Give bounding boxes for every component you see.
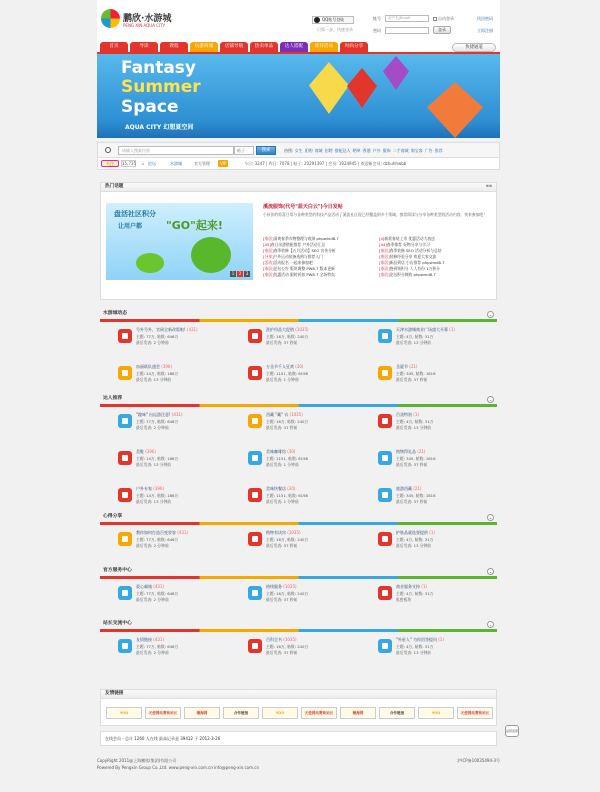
hot-topics-header <box>101 183 496 192</box>
topic-title: 论坛积分换购 phpwind8.7 <box>389 272 436 277</box>
topic-tag: [分享] <box>263 254 274 259</box>
forum-last-post: 最后发表: 13 分钟前 <box>396 340 432 345</box>
kite-shape <box>383 56 409 90</box>
main-nav <box>97 42 500 54</box>
forum-item[interactable] <box>118 637 243 665</box>
topic-tag: [45] <box>263 242 271 247</box>
hot-search-link[interactable]: 推荐 <box>434 148 443 153</box>
friend-link-logo[interactable]: 天使网站赞助站长 <box>301 707 337 719</box>
topic-title: 春季装修 SEO 活动分析与总结 <box>389 248 442 253</box>
topic-tag: [家居] <box>263 266 274 271</box>
forum-icon[interactable] <box>378 532 392 546</box>
forum-item[interactable] <box>248 530 373 558</box>
mascot-image <box>191 237 231 273</box>
forum-name[interactable]: 户外专家 (396) <box>136 486 165 491</box>
friend-link-logo[interactable]: 天使网站赞助站长 <box>145 707 181 719</box>
hot-search-link[interactable]: 服饰 <box>382 148 391 153</box>
hot-search-link[interactable]: 商城 <box>314 148 323 153</box>
hot-search <box>284 148 445 154</box>
forum-name[interactable]: 热线服务 (1035) <box>266 584 297 589</box>
forum-stats: 主题: 4万, 帖数: 31万 <box>396 419 434 424</box>
kite-shape <box>309 62 349 114</box>
section-header <box>100 395 497 403</box>
home-icon[interactable]: ⌂ <box>142 161 145 166</box>
topic-tag: [家居] <box>379 248 390 253</box>
forum-stats: 主题: 77万, 帖数: 646万 <box>136 591 179 596</box>
forum-stats: 主题: 14万, 帖数: 186万 <box>136 493 179 498</box>
forum-name[interactable]: 购物得礼品 (21) <box>396 449 426 454</box>
forum-name[interactable]: 洗护用品大促销 (1035) <box>266 327 309 332</box>
forum-icon[interactable] <box>378 329 392 343</box>
forum-name[interactable]: 商业服务支持 (1) <box>396 584 427 589</box>
forum-stats: 主题: 77万, 帖数: 646万 <box>136 419 179 424</box>
forum-stats: 主题: 77万, 帖数: 646万 <box>136 644 179 649</box>
banner[interactable] <box>97 54 500 138</box>
register-link[interactable]: 立即注册 <box>477 28 493 33</box>
forum-stats: 主题: 77万, 帖数: 646万 <box>136 537 179 542</box>
forum-name[interactable]: 号外号外，官网全新改版啦! (431) <box>136 327 198 332</box>
forum-name[interactable]: 爱心邮箱 (431) <box>136 584 165 589</box>
quick-access-button[interactable]: 快捷通道 <box>452 43 496 52</box>
forum-item[interactable] <box>118 584 243 612</box>
forum-last-post: 最后发表: 13 分钟前 <box>136 462 172 467</box>
login-tip: 只需一步，快速登录 <box>317 27 353 32</box>
topic-title: 户外运动装备选购与推荐入门 <box>273 254 323 259</box>
forum-last-post: 最后发表: 37 秒前 <box>396 377 428 382</box>
account-input[interactable]: 用户名/Email <box>385 15 429 22</box>
forum-name[interactable]: 万圣节千人狂欢 (30) <box>266 364 304 369</box>
forum-item[interactable] <box>378 530 503 558</box>
nav-tab[interactable]: 首页 <box>100 42 128 52</box>
forum-item[interactable] <box>248 486 373 514</box>
friend-link-logo[interactable]: 天使网站赞助站长 <box>457 707 493 719</box>
forum-stats: 主题: 4万, 帖数: 31万 <box>396 537 434 542</box>
forum-stats: 主题: 16万, 帖数: 240万 <box>266 537 309 542</box>
forum-item[interactable] <box>378 364 503 392</box>
forum-item[interactable] <box>378 327 503 355</box>
forum-stats: 主题: 345, 帖数: 1816 <box>396 456 436 461</box>
topic-link[interactable] <box>379 272 491 278</box>
forum-icon[interactable] <box>378 488 392 502</box>
forum-item[interactable] <box>248 327 373 355</box>
section-title: 心得分享 <box>103 514 123 519</box>
forum-icon[interactable] <box>378 414 392 428</box>
forum-item[interactable] <box>118 364 243 392</box>
forum-icon[interactable] <box>118 639 132 653</box>
topic-tag: [家居] <box>263 236 274 241</box>
forum-stats: 主题: 14万, 帖数: 186万 <box>136 456 179 461</box>
topic-title: 活动报名 一起来参加吧 <box>273 260 313 265</box>
forum-name[interactable]: "外星人" 为你回答提问 (1) <box>396 637 444 642</box>
forum-last-post: 最后发表: 13 分钟前 <box>396 425 432 430</box>
back-to-top-button[interactable]: 返回顶部 <box>505 725 519 737</box>
forum-item[interactable] <box>378 486 503 514</box>
section-header <box>100 513 497 521</box>
logo-title: 鹏欣·水游城 <box>123 14 172 24</box>
banner-line3: Space <box>121 97 179 117</box>
friend-logos <box>106 707 493 719</box>
vip-badge: VIP <box>220 161 227 166</box>
forum-icon[interactable] <box>248 639 262 653</box>
forum-icon[interactable] <box>248 586 262 600</box>
forum-name[interactable]: 购物有诀窍 (1035) <box>266 530 301 535</box>
section-title: 达人推荐 <box>103 396 123 401</box>
forum-name[interactable]: 友情链接 (431) <box>136 637 165 642</box>
forum-name[interactable]: 血丽联队盛会 (396) <box>136 364 173 369</box>
forum-item[interactable] <box>118 486 243 514</box>
forum-stats: 主题: 4万, 帖数: 31万 <box>396 644 434 649</box>
hot-search-link[interactable]: 团购 <box>304 148 313 153</box>
breadcrumb-section[interactable]: 官方管理 <box>194 161 210 166</box>
forgot-password-link[interactable]: 找回密码 <box>477 16 493 21</box>
nav-tab[interactable]: 导读 <box>130 42 158 52</box>
forum-stats: 主题: 345, 帖数: 1816 <box>396 371 436 376</box>
hot-search-link[interactable]: 搭配达人 <box>334 148 351 153</box>
forum-stats: 主题: 77万, 帖数: 646万 <box>136 334 179 339</box>
section-color-bar <box>100 576 497 579</box>
slide-pager <box>230 271 250 277</box>
search-bar <box>97 142 500 158</box>
slideshow[interactable] <box>106 203 253 280</box>
collapse-chevron-icon[interactable]: ⌄ <box>488 569 493 574</box>
section-title: 官方服务中心 <box>103 568 132 573</box>
hot-search-link[interactable]: 招聘 <box>324 148 333 153</box>
qq-login-select[interactable] <box>312 16 354 24</box>
forum-item[interactable] <box>248 364 373 392</box>
footer-powered: Powered By Pengxin Group Co.,Ltd. www.peng-xin.com.cn info@peng-xin.com.cn <box>97 765 259 770</box>
topic-title: 装修经验分享 欢迎大家交流 <box>389 254 437 259</box>
forum-icon[interactable] <box>378 366 392 380</box>
forum-stats: 主题: 4万, 帖数: 31万 <box>396 591 434 596</box>
friend-link-logo[interactable]: 合作链接 <box>223 707 259 719</box>
forum-last-post: 最后发表: 2 分钟前 <box>136 650 169 655</box>
forum-icon[interactable] <box>118 532 132 546</box>
forum-stats: 主题: 4万, 帖数: 31万 <box>396 334 434 339</box>
slide-page-button[interactable]: 1 <box>231 271 235 276</box>
slide-page-button[interactable]: 3 <box>245 271 249 276</box>
forum-stats: 主题: 16万, 帖数: 240万 <box>266 644 309 649</box>
forum-last-post: 最后发表: 37 秒前 <box>266 543 298 548</box>
friend-link-logo[interactable]: 聚淘网 <box>340 707 376 719</box>
banner-tagline: AQUA CITY 幻想夏空间 <box>125 124 194 131</box>
forum-item[interactable] <box>378 412 503 440</box>
footer-icp[interactable]: 沪ICP备10035494-3号 <box>457 758 500 763</box>
password-input[interactable] <box>385 27 429 34</box>
hot-search-link[interactable]: 广告 <box>424 148 433 153</box>
hot-topics-title: 热门话题 <box>105 184 124 189</box>
topic-title: 签到领积分 人人有份 1万积分 <box>389 266 440 271</box>
hot-search-link[interactable]: 二手商城 <box>392 148 409 153</box>
forum-name[interactable]: 旅游西藏 (21) <box>396 486 422 491</box>
forum-last-post: 最后发表: 1 分钟前 <box>266 462 299 467</box>
forum-icon[interactable] <box>118 451 132 465</box>
hot-search-link[interactable]: 晒单 <box>352 148 361 153</box>
forum-name[interactable]: 美味快餐店 (30) <box>266 486 296 491</box>
forum-stats: 主题: 1151, 帖数: 6198 <box>266 371 308 376</box>
section-header <box>100 310 497 318</box>
forum-last-post: 最后发表: 37 秒前 <box>266 597 298 602</box>
friend-links-title: 友情链接 <box>105 691 124 696</box>
kite-shape <box>347 68 377 108</box>
forum-name[interactable]: 护肤品就选要提供 (1) <box>396 530 435 535</box>
page-wrapper <box>97 0 500 170</box>
forum-name[interactable]: "趣味" 出远游注意! (431) <box>136 412 183 417</box>
topic-tag: [家居] <box>379 266 390 271</box>
forum-icon[interactable] <box>378 586 392 600</box>
forum-item[interactable] <box>248 637 373 665</box>
qq-icon <box>314 17 320 23</box>
nav-tab[interactable]: 达人搭配 <box>280 42 308 52</box>
online-stats: 在线会员 - 总计 1260 人在线 最高记录是 39412 于 2012-3-26 <box>100 731 497 746</box>
forum-stats: 主题: 1151, 帖数: 6198 <box>266 493 308 498</box>
forum-item[interactable] <box>248 412 373 440</box>
search-button[interactable]: 搜索 <box>256 146 276 155</box>
hot-search-link[interactable]: 户外 <box>372 148 381 153</box>
forum-name[interactable]: 百科全书 (1035) <box>266 637 297 642</box>
topic-tag: [44] <box>379 242 387 247</box>
banner-line1: Fantasy <box>121 58 196 78</box>
mascot-bubble <box>136 253 164 273</box>
forum-stats: 今日: 3247 | 昨日: 7078 | 帖子: 20291397 | 会员: 1924945 | 欢迎新会员: dzhuhhwbb <box>244 161 407 166</box>
topic-title: 论坛公告 版块调整 PW8.7 版本更新 <box>273 266 335 271</box>
forum-last-post: 最后发表: 2 分钟前 <box>136 543 169 548</box>
section-color-bar <box>100 319 497 322</box>
forum-last-post: 最后发表: 37 秒前 <box>396 499 428 504</box>
forum-last-post: 最后发表: 1 分钟前 <box>266 499 299 504</box>
forum-name[interactable]: 天津水游城商业广场盛大开幕 (1) <box>396 327 455 332</box>
forum-item[interactable] <box>378 637 503 665</box>
account-label: 帐号 <box>373 16 381 21</box>
slide-text1: 盘活社区积分 <box>114 210 156 218</box>
friend-link-logo[interactable]: 聚淘网 <box>184 707 220 719</box>
topic-title: 清爽春季衣物整理与收纳 phpwind8.7 <box>273 236 339 241</box>
hot-search-link[interactable]: 女生 <box>294 148 303 153</box>
forum-icon[interactable] <box>248 329 262 343</box>
forum-item[interactable] <box>248 584 373 612</box>
friend-link-logo[interactable]: YOO <box>106 707 142 719</box>
hot-search-link[interactable]: 香港 <box>362 148 371 153</box>
logo-mark-icon <box>101 9 120 28</box>
topic-title: 春日出游搭配推荐 户外活动汇总 <box>270 242 326 247</box>
friend-link-logo[interactable]: YOO <box>262 707 298 719</box>
forum-icon[interactable] <box>378 451 392 465</box>
forum-icon[interactable] <box>118 488 132 502</box>
forum-item[interactable] <box>118 412 243 440</box>
forum-icon[interactable] <box>118 366 132 380</box>
nav-tab[interactable]: 热卖单品 <box>250 42 278 52</box>
forum-last-post: 最后发表: 13 分钟前 <box>396 650 432 655</box>
follow-count: 15,735 <box>122 161 136 166</box>
section-color-bar <box>100 629 497 632</box>
hot-topics-panel <box>100 182 497 300</box>
qq-login-label: QQ账号登陆 <box>322 17 345 22</box>
password-label: 密码 <box>373 28 381 33</box>
site-logo[interactable] <box>101 9 171 33</box>
nav-tab[interactable]: 时尚分享 <box>340 42 368 52</box>
topic-title: 优惠活动 限时折扣 PW8.7 全场特卖 <box>273 272 335 277</box>
hot-search-label: 热搜: <box>284 148 294 153</box>
slide-page-button[interactable]: 2 <box>238 271 242 276</box>
topic-title: 春季推荐 好物分享与学习 <box>386 242 430 247</box>
forum-last-post: 最后发表: 37 秒前 <box>266 650 298 655</box>
headline-link[interactable]: 溪流服饰(代号"蓝天白云")今日发帖 <box>263 204 343 210</box>
section-color-bar <box>100 404 497 407</box>
forum-icon[interactable] <box>248 414 262 428</box>
forum-icon[interactable] <box>118 586 132 600</box>
topic-tag: [家居] <box>263 272 274 277</box>
forum-item[interactable] <box>248 449 373 477</box>
auto-login-checkbox[interactable] <box>433 16 454 22</box>
collapse-chevron-icon[interactable]: ⌄ <box>488 622 493 627</box>
friend-links-header <box>101 690 496 699</box>
forum-last-post: 最后发表: 1 分钟前 <box>266 377 299 382</box>
section-header <box>100 620 497 628</box>
forum-icon[interactable] <box>118 414 132 428</box>
topic-tag: [家居] <box>263 248 274 253</box>
forum-last-post: 最后发表: 13 分钟前 <box>136 377 172 382</box>
forum-name[interactable]: 美鞋 (396) <box>136 449 157 454</box>
forum-stats: 主题: 16万, 帖数: 240万 <box>266 419 309 424</box>
forum-last-post: 最后发表: 37 秒前 <box>266 425 298 430</box>
section-title: 水游城动态 <box>103 311 127 316</box>
logo-subtitle: PENG XIN·AQUA CITY <box>123 23 166 28</box>
forum-item[interactable] <box>378 584 503 612</box>
breadcrumb-home[interactable]: 论坛 <box>148 161 156 166</box>
footer-copyright: CopyRight 2011@上海鹏欣(集团)有限公司 <box>97 758 177 763</box>
forum-last-post: 最后发表: 2 分钟前 <box>136 597 169 602</box>
topic-tag: [4] <box>379 236 385 241</box>
forum-name[interactable]: 百货特别 (1) <box>396 412 419 417</box>
nav-tab[interactable]: 推荐活动 <box>310 42 338 52</box>
friend-link-logo[interactable]: YOO <box>418 707 454 719</box>
search-input[interactable]: 请输入搜索内容 <box>118 146 234 155</box>
collapse-chevron-icon[interactable]: ⌄ <box>488 397 493 402</box>
slide-go: "GO"起来! <box>166 219 223 232</box>
headline-summary: 小伙伴的惊喜日常与各种类型的科技产品活动了溪流社区现已经覆盖到多个领域，推荐阅读与分享各种类型的活动内容，快来参加吧！ <box>263 212 488 217</box>
collapse-icon[interactable]: ▪▪ <box>485 184 492 189</box>
topic-link[interactable] <box>263 272 375 278</box>
nav-tab[interactable]: 教程 <box>160 42 188 52</box>
forum-icon[interactable] <box>378 639 392 653</box>
search-type-select[interactable]: 帖子 <box>234 146 254 155</box>
forum-name[interactable]: 西藏 "藏" 衣 (1035) <box>266 412 303 417</box>
forum-last-post: 私密板块 <box>396 597 412 602</box>
topic-title: 新款春装上市 优惠活动大放送 <box>384 236 435 241</box>
collapse-chevron-icon[interactable]: ⌄ <box>488 515 493 520</box>
search-icon <box>105 147 111 153</box>
friend-links-panel <box>100 689 497 726</box>
auto-login-label: 自动登录 <box>438 16 454 21</box>
forum-last-post: 最后发表: 37 秒前 <box>266 340 298 345</box>
forum-name[interactable]: 圣诞节 (21) <box>396 364 418 369</box>
friend-link-logo[interactable]: 合作链接 <box>379 707 415 719</box>
forum-item[interactable] <box>378 449 503 477</box>
login-button[interactable]: 登录 <box>433 26 451 34</box>
forum-name[interactable]: 美味咖啡馆 (30) <box>266 449 296 454</box>
topic-title: 春季装修【五月活动】SEO 宣传分析 <box>273 248 336 253</box>
forum-last-post: 最后发表: 13 分钟前 <box>136 499 172 504</box>
checkbox-icon <box>433 17 437 21</box>
forum-icon[interactable] <box>248 488 262 502</box>
forum-stats: 主题: 14万, 帖数: 186万 <box>136 371 179 376</box>
topic-tag: [家居] <box>379 254 390 259</box>
forum-stats: 主题: 345, 帖数: 1816 <box>396 493 436 498</box>
section-title: 站长交流中心 <box>103 621 132 626</box>
forum-item[interactable] <box>118 327 243 355</box>
forum-icon[interactable] <box>248 451 262 465</box>
section-header <box>100 567 497 575</box>
breadcrumb-board[interactable]: 水游城 <box>170 161 182 166</box>
forum-stats: 主题: 16万, 帖数: 240万 <box>266 334 309 339</box>
forum-last-post: 最后发表: 2 分钟前 <box>136 425 169 430</box>
section-color-bar <box>100 522 497 525</box>
forum-item[interactable] <box>118 449 243 477</box>
collapse-chevron-icon[interactable]: ⌄ <box>488 312 493 317</box>
topic-tag: [家居] <box>379 272 390 277</box>
topic-tag: [活动] <box>263 260 274 265</box>
forum-icon[interactable] <box>118 329 132 343</box>
forum-last-post: 最后发表: 37 秒前 <box>396 462 428 467</box>
topic-title: 新品到店 小店推荐 phpwind8.7 <box>389 260 445 265</box>
follow-button[interactable]: 关注 <box>101 160 119 167</box>
header <box>97 0 500 42</box>
forum-icon[interactable] <box>248 532 262 546</box>
forum-stats: 主题: 16万, 帖数: 240万 <box>266 591 309 596</box>
forum-icon[interactable] <box>248 366 262 380</box>
breadcrumb-bar <box>97 158 500 170</box>
kite-shape <box>427 82 483 138</box>
banner-line2: Summer <box>121 77 201 97</box>
hot-search-link[interactable]: 淘宝客 <box>410 148 423 153</box>
forum-stats: 主题: 1151, 帖数: 6198 <box>266 456 308 461</box>
forum-name[interactable]: 教你如何打造百变妆容 (431) <box>136 530 189 535</box>
forum-last-post: 最后发表: 2 分钟前 <box>136 340 169 345</box>
topic-tag: [家居] <box>379 260 390 265</box>
nav-tab[interactable]: 玩游商城 <box>190 42 218 52</box>
forum-last-post: 最后发表: 13 分钟前 <box>396 543 432 548</box>
nav-tab[interactable]: 店铺导航 <box>220 42 248 52</box>
slide-text2: 让用户都 <box>118 223 143 230</box>
forum-item[interactable] <box>118 530 243 558</box>
